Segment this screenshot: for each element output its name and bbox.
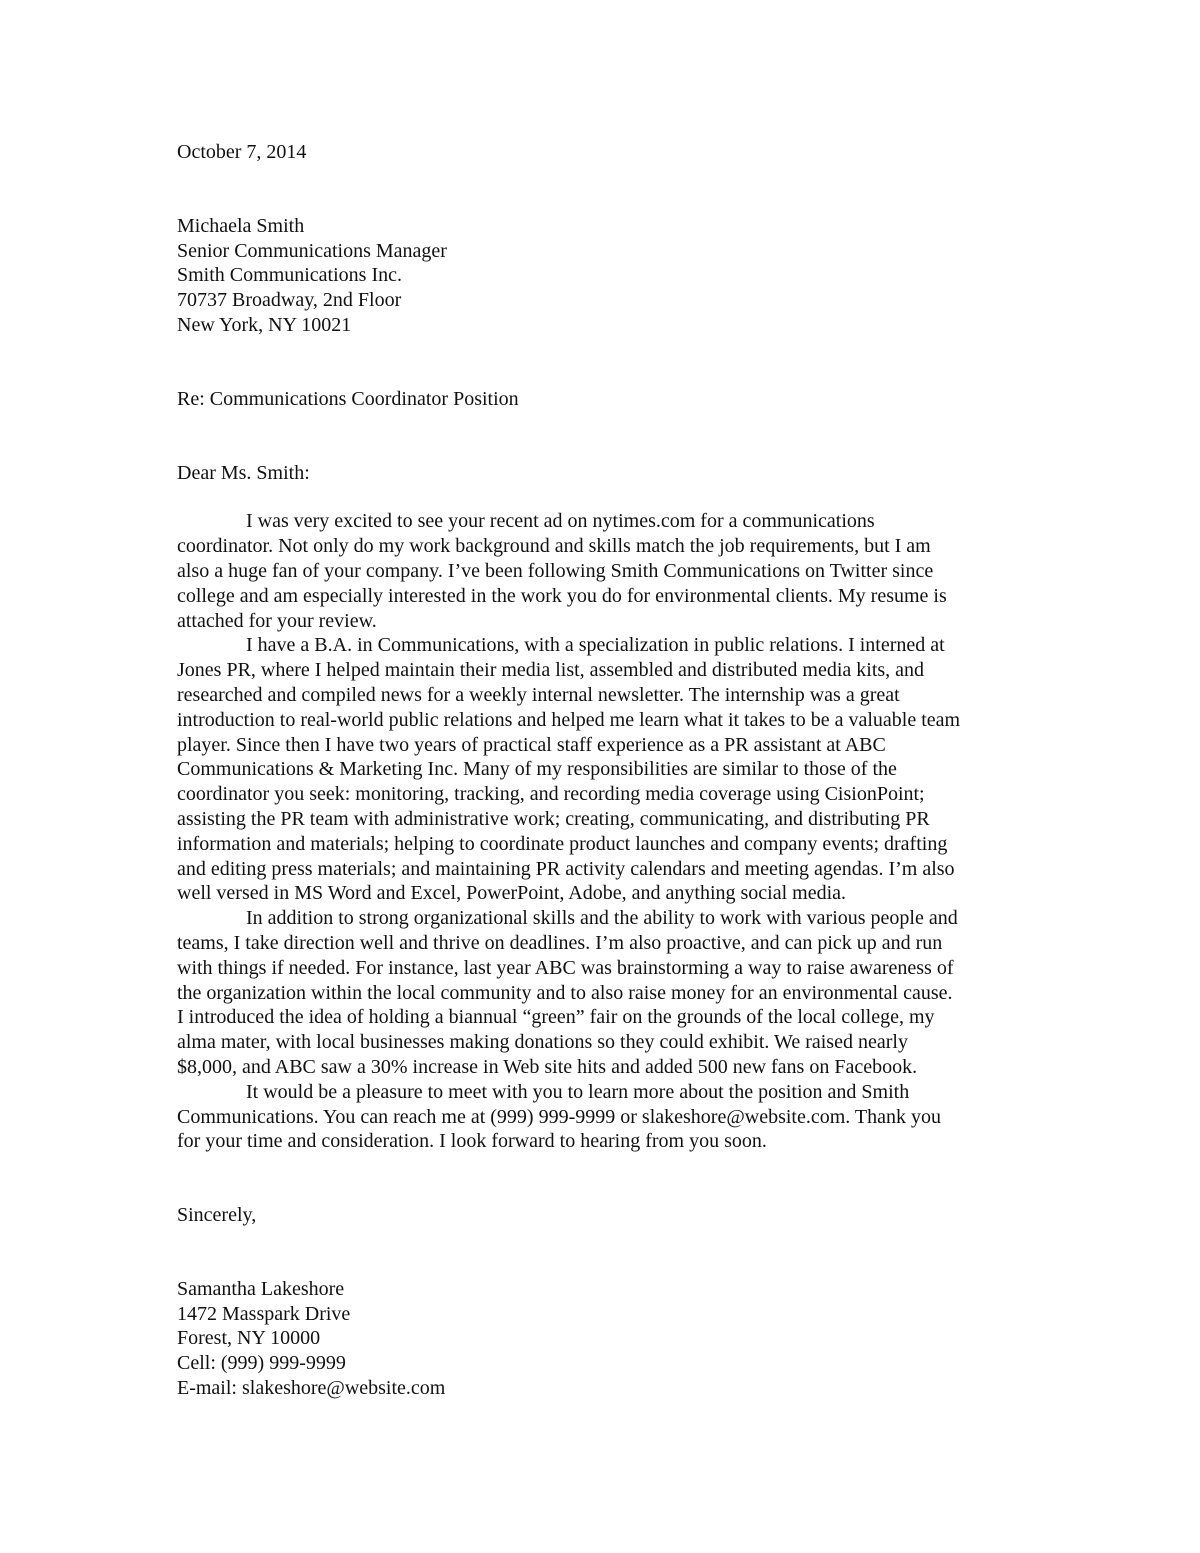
recipient-address-block [177,214,1027,338]
sender-email: E-mail: slakeshore@website.com [177,1377,446,1400]
signature-block [177,1277,1027,1401]
recipient-name: Michaela Smith [177,214,305,237]
paragraph-2 [177,633,1027,906]
letter-body [177,509,1027,1154]
letter-date: October 7, 2014 [177,141,307,163]
recipient-city: New York, NY 10021 [177,313,352,336]
paragraph-3 [177,906,1027,1080]
paragraph-line: coordinator. Not only do my work background and skills match the job requirements, but I am [177,535,931,558]
paragraph-line: and editing press materials; and maintaining PR activity calendars and meeting agendas. I’m also [177,857,955,880]
paragraph-line: researched and compiled news for a weekly internal newsletter. The internship was a great [177,683,900,706]
closing: Sincerely, [177,1204,257,1227]
salutation-block [177,461,1027,486]
recipient-company: Smith Communications Inc. [177,264,402,287]
paragraph-line: also a huge fan of your company. I’ve been following Smith Communications on Twitter since [177,559,934,582]
paragraph-line: introduction to real-world public relations and helped me learn what it takes to be a valuable team [177,708,961,731]
closing-block [177,1203,1027,1228]
paragraph-line: information and materials; helping to coordinate product launches and company events; drafting [177,832,948,855]
paragraph-line: coordinator you seek: monitoring, tracking, and recording media coverage using CisionPoint; [177,783,925,806]
paragraph-1 [177,509,1027,633]
paragraph-line: assisting the PR team with administrative work; creating, communicating, and distributing PR [177,807,930,830]
cover-letter [177,140,1027,1401]
sender-city: Forest, NY 10000 [177,1327,321,1350]
paragraph-line: In addition to strong organizational skills and the ability to work with various people and [246,907,958,930]
paragraph-line: Communications & Marketing Inc. Many of my responsibilities are similar to those of the [177,758,897,781]
recipient-title: Senior Communications Manager [177,239,447,262]
paragraph-line: college and am especially interested in the work you do for environmental clients. My resume is [177,584,947,607]
recipient-street: 70737 Broadway, 2nd Floor [177,289,402,312]
paragraph-line: for your time and consideration. I look forward to hearing from you soon. [177,1130,767,1153]
paragraph-line: attached for your review. [177,609,377,632]
paragraph-line: $8,000, and ABC saw a 30% increase in Web site hits and added 500 new fans on Facebook. [177,1055,918,1078]
paragraph-line: It would be a pleasure to meet with you to learn more about the position and Smith [246,1080,910,1103]
paragraph-line: I have a B.A. in Communications, with a specialization in public relations. I interned at [246,634,945,657]
sender-name: Samantha Lakeshore [177,1277,345,1300]
paragraph-line: well versed in MS Word and Excel, PowerPoint, Adobe, and anything social media. [177,882,847,905]
paragraph-line: Jones PR, where I helped maintain their media list, assembled and distributed media kits, and [177,659,925,682]
sender-phone: Cell: (999) 999-9999 [177,1352,346,1375]
paragraph-line: I introduced the idea of holding a biannual “green” fair on the grounds of the local college, my [177,1006,935,1029]
letter-date-block [177,140,1027,165]
salutation: Dear Ms. Smith: [177,461,310,484]
subject-line: Re: Communications Coordinator Position [177,387,519,410]
paragraph-line: Communications. You can reach me at (999) 999-9999 or slakeshore@website.com. Thank you [177,1105,942,1128]
paragraph-line: alma mater, with local businesses making donations so they could exhibit. We raised nearly [177,1031,908,1054]
subject-line-block [177,387,1027,412]
paragraph-line: I was very excited to see your recent ad on nytimes.com for a communications [246,510,875,533]
paragraph-line: player. Since then I have two years of practical staff experience as a PR assistant at ABC [177,733,886,756]
sender-street: 1472 Masspark Drive [177,1302,351,1325]
paragraph-line: the organization within the local community and to also raise money for an environmental cause. [177,981,953,1004]
paragraph-line: with things if needed. For instance, last year ABC was brainstorming a way to raise awareness of [177,956,954,979]
paragraph-line: teams, I take direction well and thrive on deadlines. I’m also proactive, and can pick up and run [177,931,943,954]
paragraph-4 [177,1080,1027,1154]
